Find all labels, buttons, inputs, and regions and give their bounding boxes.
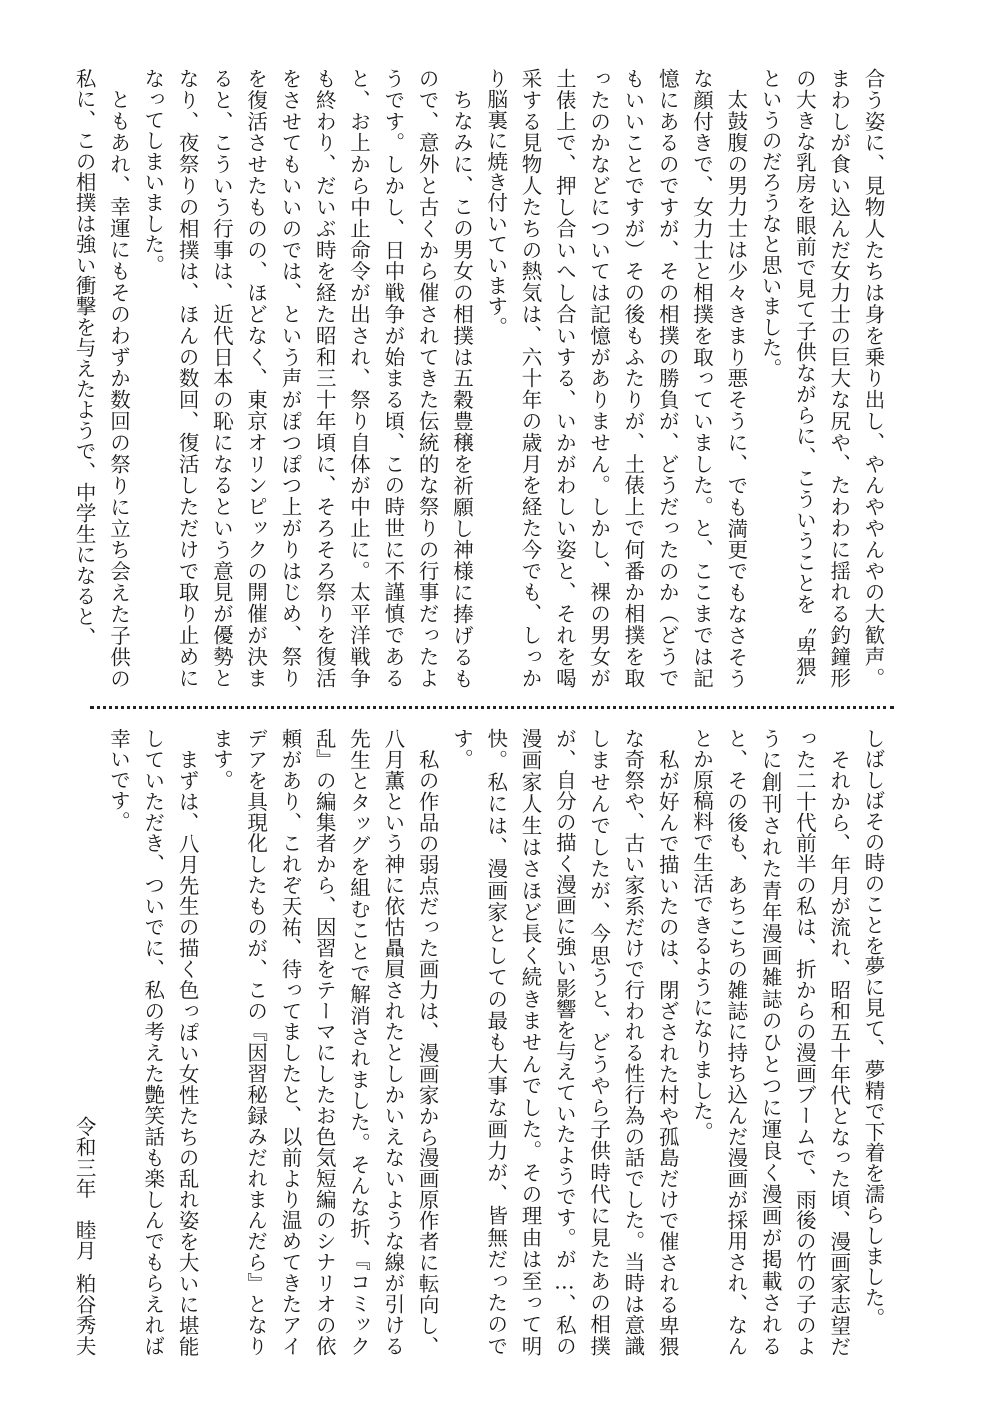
paragraph: 合う姿に、見物人たちは身を乗り出し、やんややんやの大歓声。まわしが食い込んだ女力士の巨大な尻や、たわわに揺れる釣鐘形の大きな乳房を眼前で見て子供ながらに、こういうことを〝卑猥〟というのだろうなと思いました。 <box>758 68 885 688</box>
paragraph: まずは、八月先生の描く色っぽい女性たちの乱れ姿を大いに堪能していただき、ついでに、私の考えた艶笑話も楽しんでもらえれば幸いです。 <box>106 728 200 1356</box>
top-text-block <box>72 68 890 688</box>
signature-date: 令和三年 睦月 <box>72 1115 97 1261</box>
paragraph: それから、年月が流れ、昭和五十年代となった頃、漫画家志望だった二十代前半の私は、折からの漫画ブームで、雨後の竹の子のように創刊された青年漫画雑誌のひとつに運良く漫画が掲載されると、その後も、あちこちの雑誌に持ち込んだ漫画が採用され、なんとか原稿料で生活できるようになりました。 <box>689 728 851 1356</box>
paragraph: 私が好んで描いたのは、閉ざされた村や孤島だけで催される卑猥な奇祭や、古い家系だけで行われる性行為の話でした。当時は意識しませんでしたが、今思うと、どうやら子供時代に見たあの相撲が、自分の描く漫画に強い影響を与えていたようです。が…、私の漫画家人生はさほど長く続きませんでした。その理由は至って明快。私には、漫画家としての最も大事な画力が、皆無だったのです。 <box>449 728 680 1356</box>
paragraph: しばしばその時のことを夢に見て、夢精で下着を濡らしました。 <box>861 728 885 1329</box>
paragraph: ともあれ、幸運にもそのわずか数回の祭りに立ち会えた子供の私に、この相撲は強い衝撃を与えたようで、中学生になると、 <box>72 68 131 688</box>
paragraph: ちなみに、この男女の相撲は五穀豊穣を祈願し神様に捧げるもので、意外と古くから催されてきた伝統的な祭りの行事だったようです。しかし、日中戦争が始まる頃、この時世に不謹慎であると、お上から中止命令が出され、祭り自体が中止に。太平洋戦争も終わり、だいぶ時を経た昭和三十年頃に、そろそろ祭りを復活をさせてもいいのでは、という声がぽつぽつ上がりはじめ、祭りを復活させたものの、ほどなく、東京オリンピックの開催が決まると、こういう行事は、近代日本の恥になるという意見が優勢となり、夜祭りの相撲は、ほんの数回、復活しただけで取り止めになってしまいました。 <box>140 68 474 688</box>
signature <box>67 728 101 1356</box>
paragraph: 太鼓腹の男力士は少々きまり悪そうに、でも満更でもなさそうな顔付きで、女力士と相撲を取っていました。と、ここまでは記憶にあるのですが、その相撲の勝負が、どうだったのか（どうでもいいことですが）その後もふたりが、土俵上で何番か相撲を取ったのかなどについては記憶がありません。しかし、裸の男女が土俵上で、押し合いへし合いする、いかがわしい姿と、それを喝采する見物人たちの熱気は、六十年の歳月を経た今でも、しっかり脳裏に焼き付いています。 <box>483 68 748 688</box>
signature-author: 粕谷秀夫 <box>72 1273 97 1356</box>
dotted-divider <box>90 706 894 709</box>
paragraph: 私の作品の弱点だった画力は、漫画家から漫画原作者に転向し、八月薫という神に依怙贔屓されたとしかいえないような線が引ける先生とタッグを組むことで解消されました。そんな折、『コミック乱』の編集者から、因習をテーマにしたお色気短編のシナリオの依頼があり、これぞ天祐、待ってましたと、以前より温めてきたアイデアを具現化したものが、この『因習秘録みだれまんだら』となります。 <box>209 728 440 1356</box>
bottom-text-block <box>72 728 890 1356</box>
